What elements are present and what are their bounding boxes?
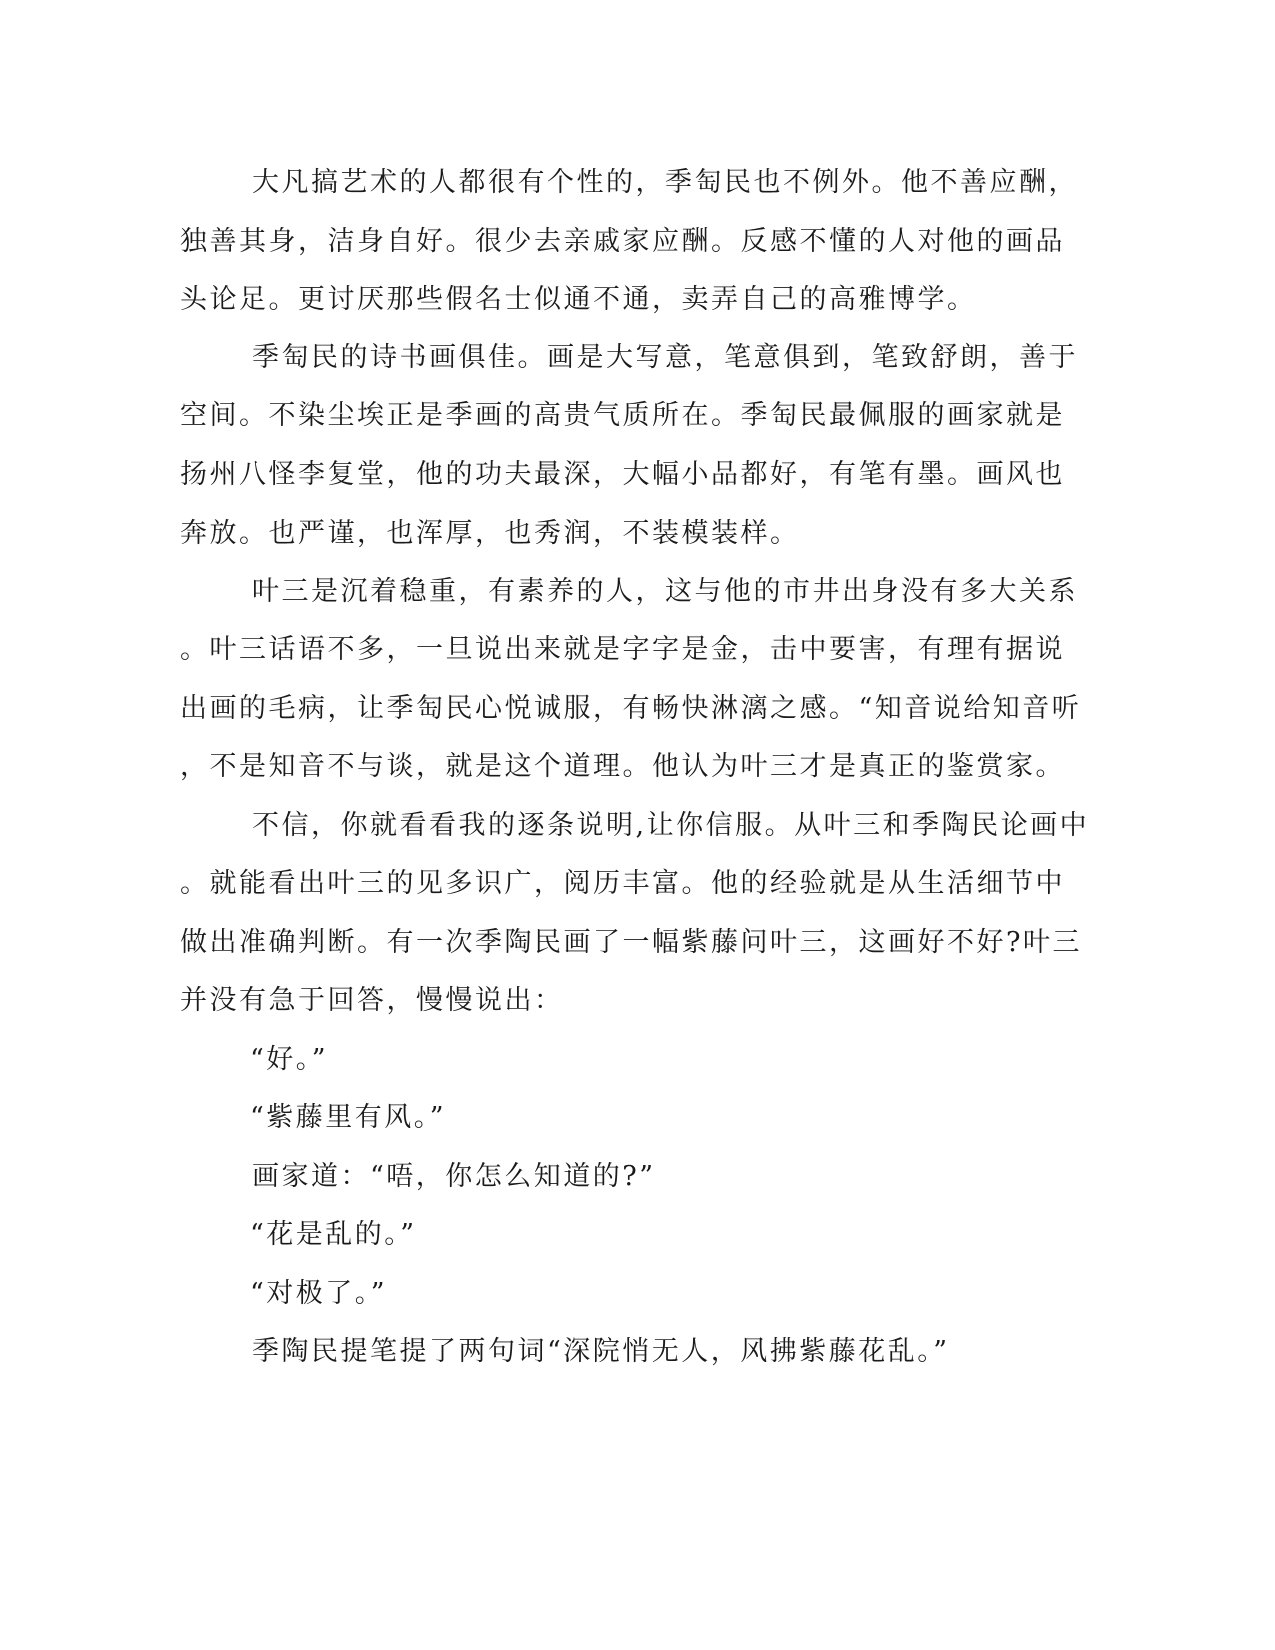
text-line: 头论足。更讨厌那些假名士似通不通，卖弄自己的高雅博学。 bbox=[180, 284, 977, 315]
text-line: 做出准确判断。有一次季陶民画了一幅紫藤问叶三，这画好不好?叶三 bbox=[180, 927, 1082, 958]
text-line: 。叶三话语不多，一旦说出来就是字字是金，击中要害，有理有据说 bbox=[180, 634, 1065, 665]
text-line: 大凡搞艺术的人都很有个性的，季匋民也不例外。他不善应酬， bbox=[252, 167, 1078, 198]
text-line: 叶三是沉着稳重，有素养的人，这与他的市井出身没有多大关系 bbox=[252, 576, 1078, 607]
text-line: 扬州八怪李复堂，他的功夫最深，大幅小品都好，有笔有墨。画风也 bbox=[180, 459, 1065, 490]
dialogue-line: “紫藤里有风。” bbox=[250, 1102, 447, 1133]
text-line: 空间。不染尘埃正是季画的高贵气质所在。季匋民最佩服的画家就是 bbox=[180, 400, 1065, 431]
dialogue-line: “花是乱的。” bbox=[250, 1219, 417, 1250]
dialogue-line: 画家道：“唔，你怎么知道的?” bbox=[252, 1161, 656, 1192]
text-line: 不信，你就看看我的逐条说明,让你信服。从叶三和季陶民论画中 bbox=[252, 810, 1090, 841]
text-line: 季匋民的诗书画俱佳。画是大写意，笔意俱到，笔致舒朗，善于 bbox=[252, 342, 1078, 373]
text-line: 季陶民提笔提了两句词“深院悄无人，风拂紫藤花乱。” bbox=[252, 1336, 950, 1367]
text-line: 独善其身，洁身自好。很少去亲戚家应酬。反感不懂的人对他的画品 bbox=[180, 226, 1065, 257]
text-line: ，不是知音不与谈，就是这个道理。他认为叶三才是真正的鉴赏家。 bbox=[180, 751, 1065, 782]
text-line: 出画的毛病，让季匋民心悦诚服，有畅快淋漓之感。“知音说给知音听 bbox=[180, 693, 1082, 724]
dialogue-line: “好。” bbox=[250, 1044, 329, 1075]
text-line: 奔放。也严谨，也浑厚，也秀润，不装模装样。 bbox=[180, 518, 800, 549]
text-line: 。就能看出叶三的见多识广，阅历丰富。他的经验就是从生活细节中 bbox=[180, 868, 1065, 899]
text-line: 并没有急于回答，慢慢说出： bbox=[180, 985, 564, 1016]
dialogue-line: “对极了。” bbox=[250, 1278, 388, 1309]
